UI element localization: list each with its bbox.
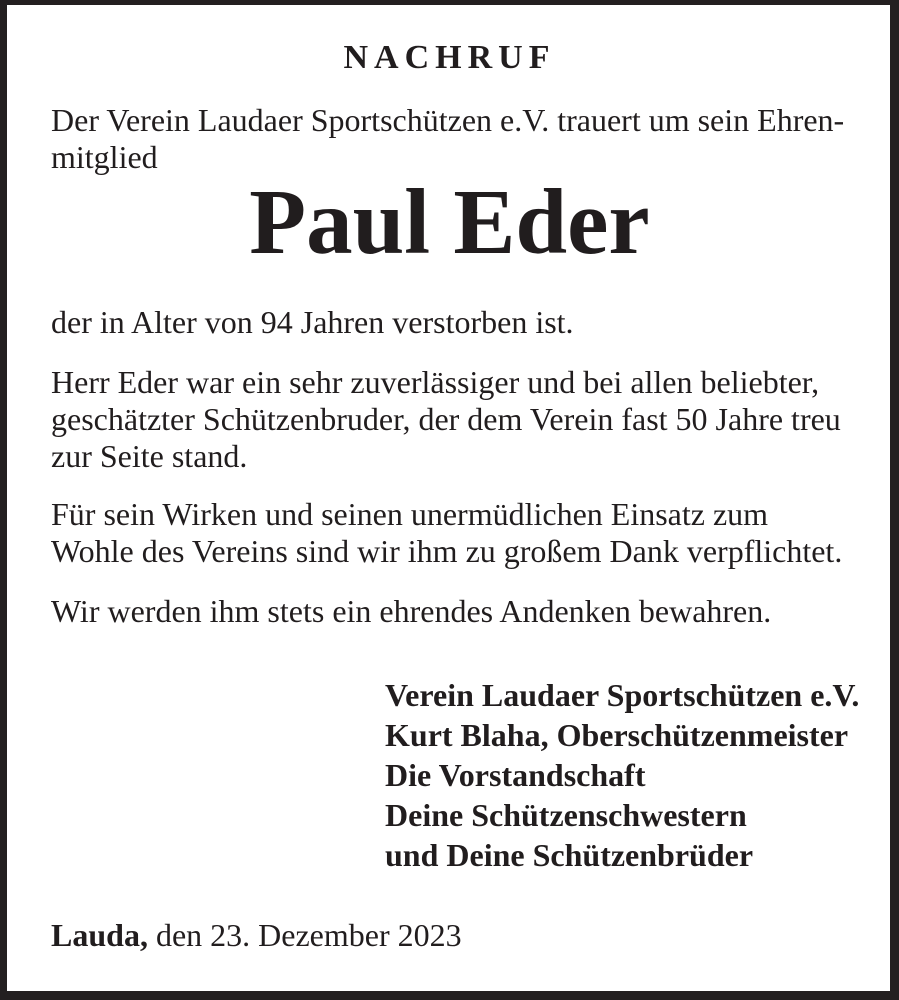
body-paragraph-character: [51, 364, 841, 475]
body-line: geschätzter Schützenbruder, der dem Verein fast 50 Jahre treu: [51, 401, 841, 437]
dateline-place: Lauda,: [51, 917, 148, 953]
dateline: [51, 915, 462, 955]
deceased-name: Paul Eder: [249, 171, 650, 274]
signature-line-organization: Verein Laudaer Sportschützen e.V.: [385, 677, 860, 713]
dateline-date: den 23. Dezember 2023: [147, 917, 462, 953]
body-line: Wohle des Vereins sind wir ihm zu großem Dank verpflichtet.: [51, 533, 843, 569]
body-line: Für sein Wirken und seinen unermüdlichen Einsatz zum: [51, 496, 769, 532]
body-paragraph-age: [51, 304, 574, 341]
signature-line-brothers: und Deine Schützenbrüder: [385, 837, 754, 873]
body-line: zur Seite stand.: [51, 438, 248, 474]
body-line: Herr Eder war ein sehr zuverlässiger und bei allen beliebter,: [51, 364, 820, 400]
body-paragraph-gratitude: [51, 496, 842, 570]
intro-line: mitglied: [51, 139, 158, 175]
signature-line-board: Die Vorstandschaft: [385, 757, 646, 793]
signature-line-chairman: Kurt Blaha, Oberschützenmeister: [385, 717, 849, 753]
body-line: Wir werden ihm stets ein ehrendes Andenken bewahren.: [51, 593, 772, 629]
intro-paragraph: [51, 102, 844, 176]
signature-line-sisters: Deine Schützenschwestern: [385, 797, 747, 833]
body-line: der in Alter von 94 Jahren verstorben ist.: [51, 304, 574, 340]
intro-line: Der Verein Laudaer Sportschützen e.V. trauert um sein Ehren-: [51, 102, 845, 138]
notice-title: NACHRUF: [343, 39, 556, 76]
body-paragraph-remembrance: [51, 593, 771, 630]
signature-block: [385, 675, 859, 875]
